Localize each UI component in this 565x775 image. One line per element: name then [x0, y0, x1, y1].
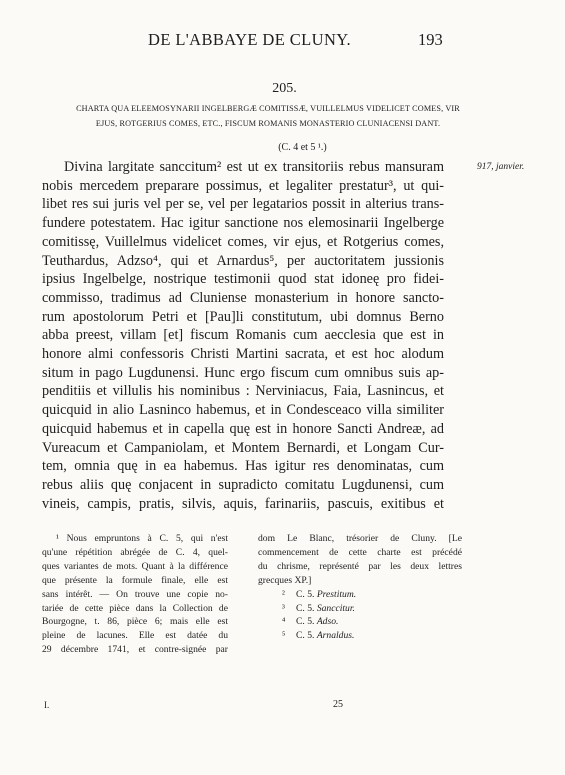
footnote-line: du chrisme, représenté par les deux lettres: [258, 560, 462, 572]
charter-body-line: quicquid habemus et in capella quę est in honore Sancti Andreæ, ad: [42, 420, 444, 437]
charter-body-line: tem, omnia quę in ea habemus. Has igitur res denominatas, cum: [42, 458, 444, 475]
footnote-line: 29 décembre 1741, et contre-signée par: [42, 644, 228, 656]
variant-note: [258, 629, 462, 643]
margin-date: 917, janvier.: [477, 162, 525, 172]
charter-body-line: commisso, tradimus ad Cluniense monasterium in honore sancto-: [42, 289, 444, 306]
charter-body-line: Divina largitate sanccitum² est ut ex transitoriis rebus mansuram: [64, 159, 444, 175]
variant-source: C. 5.: [296, 602, 315, 614]
footnote-line: ques variantes de mots. Quant à la différence: [42, 560, 228, 572]
footnote-line: que présente la formule finale, elle est: [42, 574, 228, 586]
charter-title-line: CHARTA QUA ELEEMOSYNARII INGELBERGÆ COMITISSÆ, VUILLELMUS VIDELICET COMES, VIR: [76, 104, 460, 113]
variant-ref: ³: [282, 602, 285, 614]
charter-body-line: penditiis et villulis his nominibus : Nerviniacus, Faia, Lasnincus, et: [42, 383, 444, 400]
variant-source: C. 5.: [296, 616, 315, 628]
footnote-continuation: [258, 532, 462, 588]
variant-note: [258, 588, 462, 602]
variant-note: [258, 615, 462, 629]
charter-body-line: abba preest, villam [et] fiscum Romanis cum aecclesia que est in: [42, 327, 444, 344]
charter-body-line: vineis, campis, pratis, silvis, aquis, farinariis, pascuis, exitibus et: [42, 495, 444, 512]
variant-reading: Sanccitur.: [316, 602, 355, 614]
charter-title-line: EJUS, ROTGERIUS COMES, ETC., FISCUM ROMANIS MONASTERIO CLUNIACENSI DANT.: [95, 118, 441, 128]
charter-body-line: situm in pago Lugdunensi. Hunc ergo fiscum cum omnibus suis ap-: [42, 364, 444, 381]
footnote-line: qu'une répétition abrégée de C. 4, quel-: [42, 546, 228, 558]
charter-body-line: fundere potestatem. Hac igitur sanctione nos elemosinarii Ingelberge: [42, 215, 444, 232]
footnote-line: dom Le Blanc, trésorier de Cluny. [Le: [258, 533, 462, 544]
variant-readings: [258, 588, 462, 644]
charter-body-line: nobis mercedem preparare possimus, et legaliter prestatur³, ut qui-: [42, 177, 444, 194]
variant-ref: ²: [282, 588, 285, 600]
variant-reading: Arnaldus.: [316, 630, 355, 642]
signature-mark-left: I.: [44, 700, 50, 710]
footnote-line: sans intérêt. — On trouve une copie no-: [42, 588, 228, 600]
charter-body-line: libet res sui juris vel per se, vel per legatarios possit in alterius trans-: [42, 196, 444, 213]
footnote-line: pleine de lacunes. Elle est datée du: [42, 630, 228, 642]
variant-reading: Prestitum.: [316, 588, 357, 600]
variant-ref: ⁵: [282, 630, 286, 642]
charter-body-line: Teuthardus, Adzso⁴, qui et Arnardus⁵, per auctoritatem jussionis: [42, 252, 444, 269]
charter-title: [42, 102, 494, 131]
variant-reading: Adso.: [316, 616, 339, 628]
variant-source: C. 5.: [296, 588, 315, 600]
variant-note: [258, 602, 462, 616]
charter-body-line: rebus aliis quę conjacent in supradicto comitatu Lugdunensi, cum: [42, 476, 444, 493]
charter-body: [42, 158, 444, 513]
signature-mark-right: 25: [333, 699, 343, 710]
charter-body-line: comitissę, Vuillelmus videlicet comes, vir ejus, et Rotgerius comes,: [42, 233, 444, 250]
variant-source: C. 5.: [296, 630, 315, 642]
footnotes-right-column: [258, 532, 462, 643]
charter-body-line: honore almi confessoris Christi Martini sacrata, et est hoc alodum: [42, 346, 444, 363]
running-title: DE L'ABBAYE DE CLUNY.: [148, 30, 351, 49]
footnote-line: grecques XP.]: [258, 574, 312, 586]
footnotes-left-column: [42, 532, 228, 657]
charter-body-line: Vureacum et Campaniolam, et Montem Bernardi, et Longam Cur-: [42, 439, 444, 456]
charter-body-line: ipsius Ingelbelge, nostrique testimonii quod stat idoneę pro fidei-: [42, 271, 444, 288]
footnote-line: ¹ Nous empruntons à C. 5, qui n'est: [56, 533, 228, 544]
charter-body-line: rum apostolorum Petri et [Pau]li constitutum, ubi domnus Berno: [42, 308, 444, 325]
footnote-line: tariée de cette pièce dans la Collection de: [42, 602, 228, 614]
page-number: 193: [418, 30, 443, 49]
footnote-line: Bourgogne, t. 86, pièce 6; mais elle est: [42, 616, 228, 628]
variant-ref: ⁴: [282, 616, 286, 628]
charter-body-line: quicquid in alio Lasninco habemus, et in Condesceaco villa similiter: [42, 402, 444, 419]
source-reference: (C. 4 et 5 ¹.): [278, 142, 327, 153]
footnote-line: commencement de cette charte est précédé: [258, 546, 462, 558]
page-header: [0, 30, 565, 54]
charter-number: 205.: [272, 81, 297, 96]
